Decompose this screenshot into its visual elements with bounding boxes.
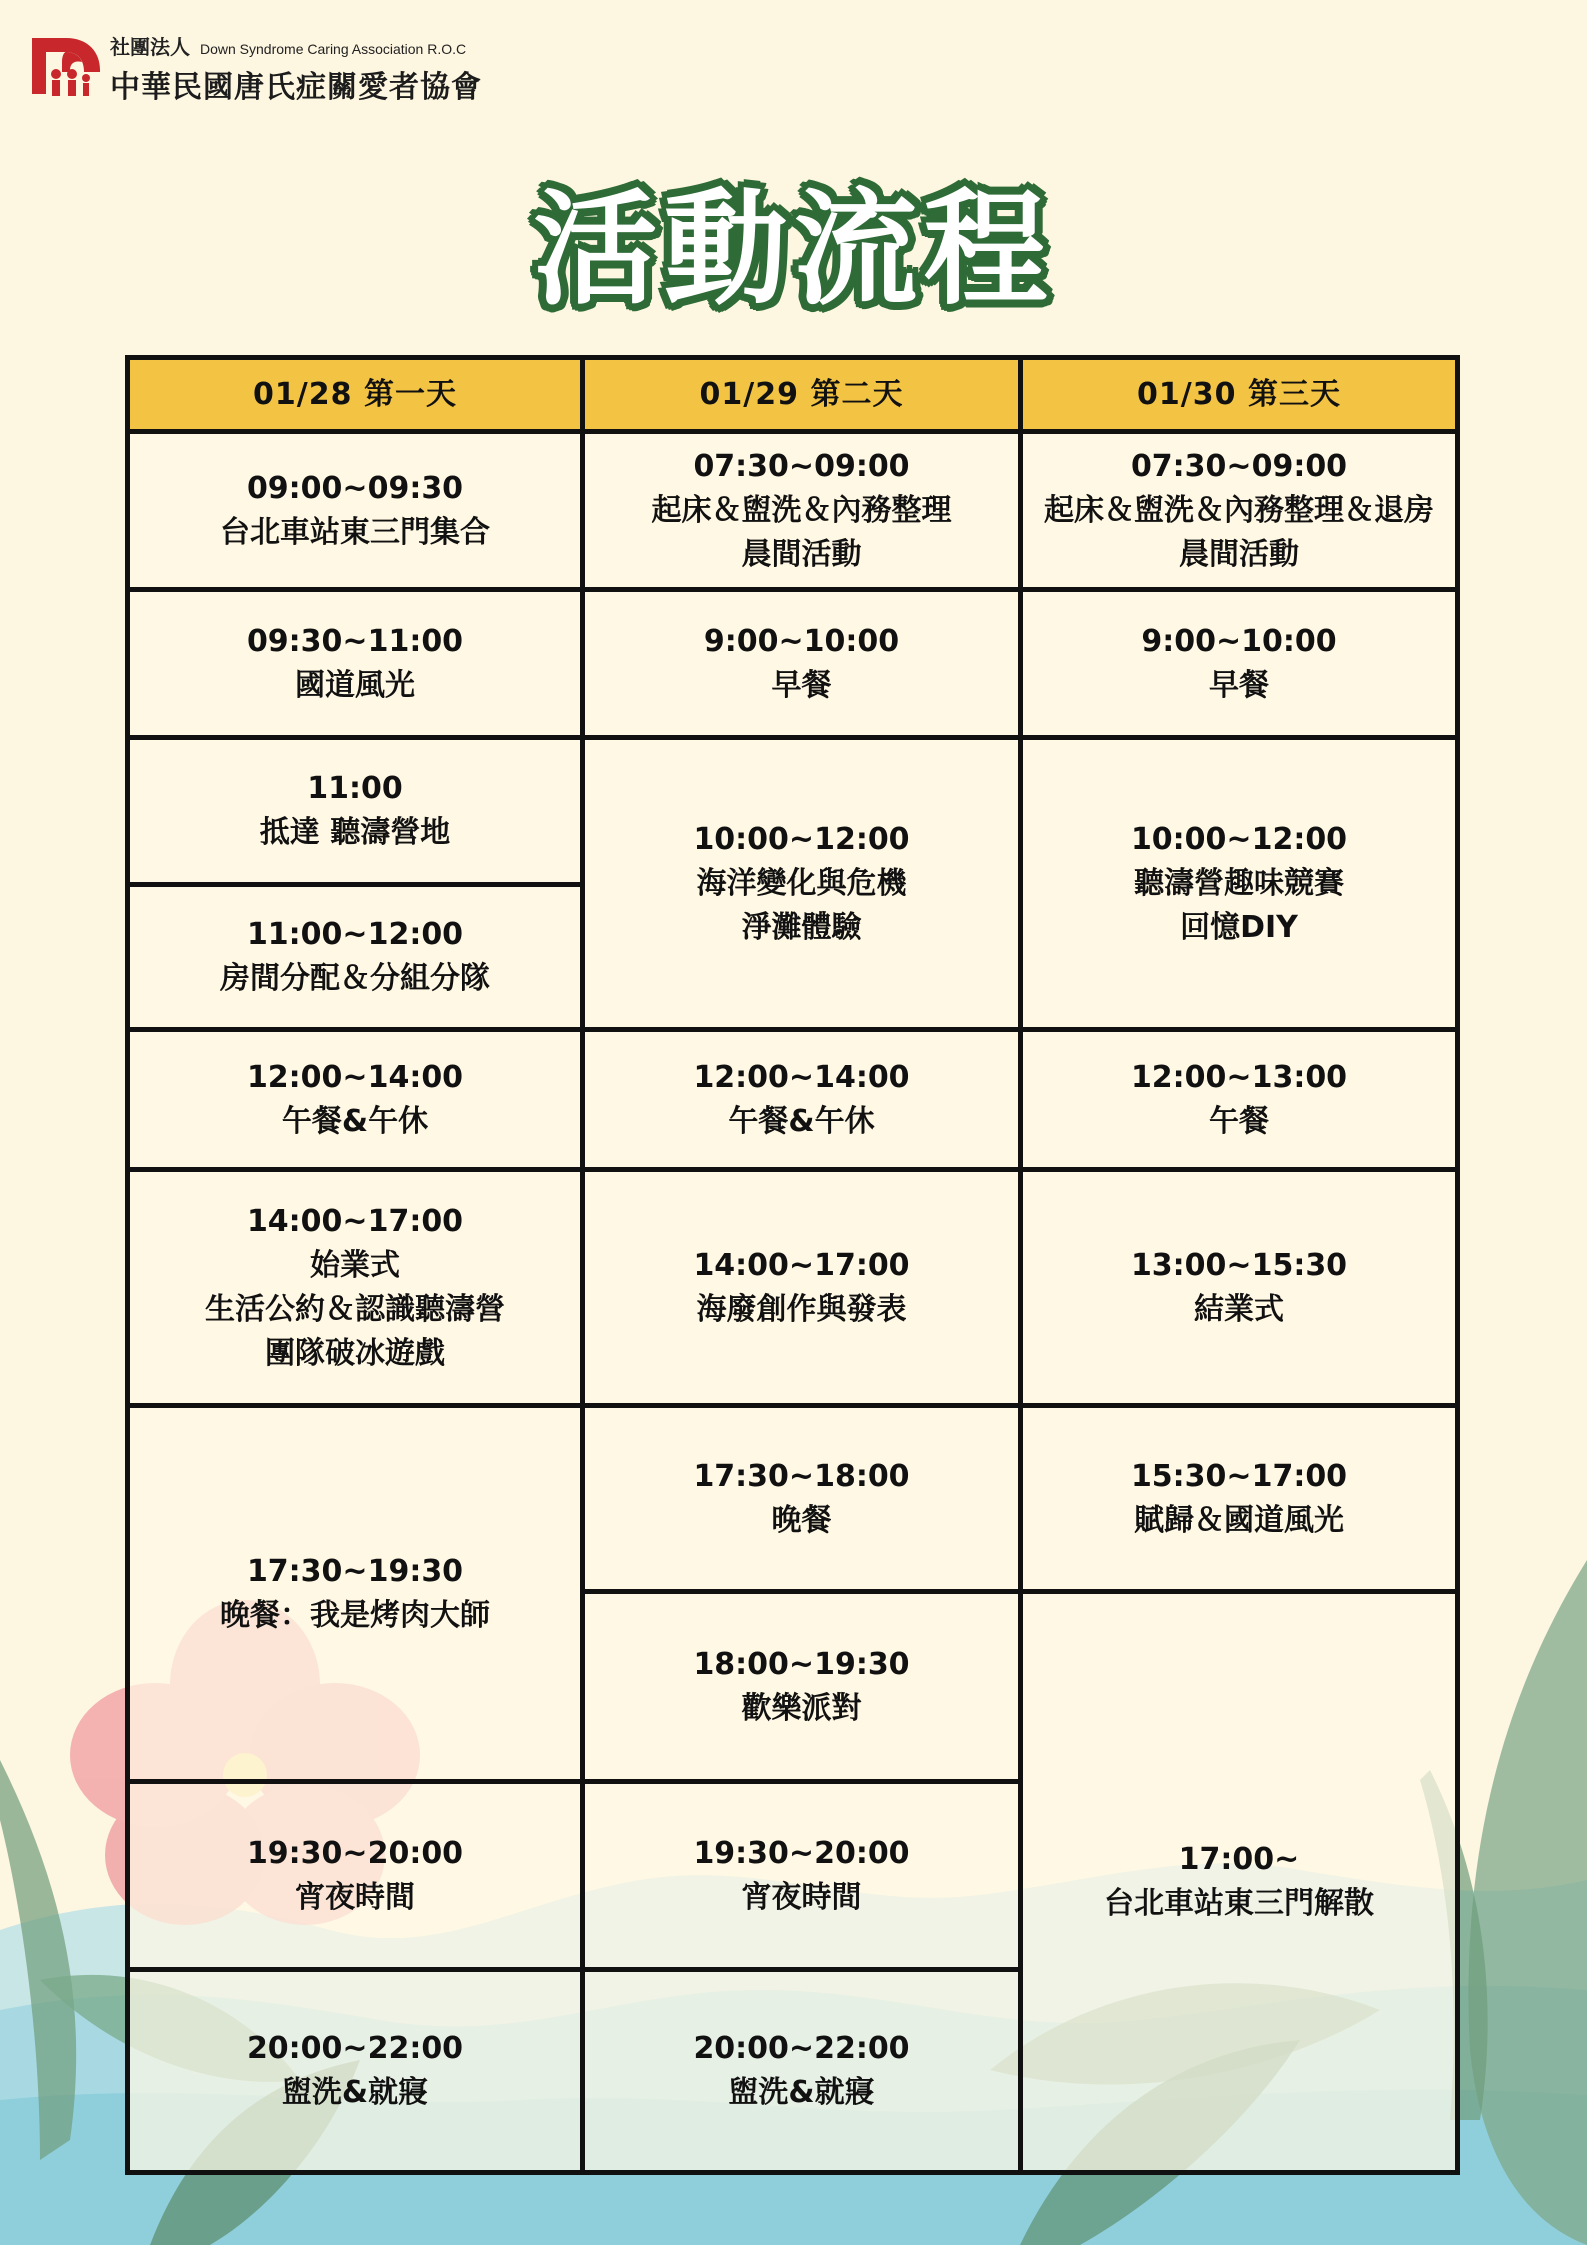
schedule-text: 生活公約＆認識聽濤營 xyxy=(205,1291,505,1327)
schedule-text: 歡樂派對 xyxy=(741,1690,862,1726)
schedule-text: 19:30~20:00 xyxy=(693,1835,910,1871)
schedule-text: 9:00~10:00 xyxy=(1141,623,1337,659)
schedule-text: 晨間活動 xyxy=(741,536,862,572)
schedule-text: 11:00~12:00 xyxy=(246,917,464,952)
schedule-cell xyxy=(580,1967,1023,2175)
schedule-cell xyxy=(125,1967,585,2175)
schedule-text: 早餐 xyxy=(1209,667,1269,703)
schedule-cell xyxy=(580,1167,1023,1408)
schedule-cell xyxy=(125,1403,585,1784)
schedule-cell xyxy=(1018,1167,1460,1408)
schedule-cell xyxy=(580,1027,1023,1172)
heart-family-icon xyxy=(26,30,104,106)
schedule-cell xyxy=(1018,735,1460,1032)
org-name-english: Down Syndrome Caring Association R.O.C xyxy=(200,40,467,57)
schedule-text: 20:00~22:00 xyxy=(693,2031,910,2066)
schedule-text: 18:00~19:30 xyxy=(693,1646,910,1682)
schedule-text: 抵達 聽濤營地 xyxy=(259,815,451,850)
schedule-text: 聽濤營趣味競賽 xyxy=(1134,865,1344,901)
schedule-text: 盥洗&就寢 xyxy=(728,2075,875,2110)
schedule-text: 12:00~14:00 xyxy=(246,1059,464,1095)
schedule-text: 始業式 xyxy=(310,1247,400,1283)
schedule-text: 17:30~18:00 xyxy=(693,1458,910,1494)
day3-header xyxy=(1018,355,1460,434)
schedule-text: 團隊破冰遊戲 xyxy=(265,1335,445,1371)
schedule-text: 07:30~09:00 xyxy=(1130,448,1348,484)
schedule-cell xyxy=(580,1779,1023,1972)
schedule-text: 12:00~13:00 xyxy=(1130,1059,1348,1095)
schedule-text: 起床＆盥洗＆內務整理 xyxy=(651,492,952,528)
schedule-text: 午餐 xyxy=(1209,1103,1269,1139)
schedule-text: 14:00~17:00 xyxy=(246,1203,464,1239)
schedule-cell xyxy=(125,1167,585,1408)
schedule-text: 20:00~22:00 xyxy=(246,2031,464,2066)
schedule-cell xyxy=(125,1779,585,1972)
schedule-text: 晚餐：我是烤肉大師 xyxy=(220,1597,490,1633)
schedule-cell xyxy=(125,1027,585,1172)
schedule-cell xyxy=(580,429,1023,592)
schedule-text: 17:30~19:30 xyxy=(246,1553,464,1589)
organization-logo xyxy=(26,30,482,106)
page-title: 活動流程 xyxy=(533,178,1054,322)
org-name-small: 社團法人 xyxy=(110,34,190,59)
schedule-text: 17:00~ xyxy=(1178,1842,1300,1877)
day-header-label: 01/28 第一天 xyxy=(253,376,457,412)
org-name-full: 中華民國唐氏症關愛者協會 xyxy=(110,69,482,105)
schedule-text: 回憶DIY xyxy=(1180,909,1298,945)
schedule-cell xyxy=(1018,587,1460,740)
schedule-text: 國道風光 xyxy=(295,667,415,703)
schedule-text: 午餐&午休 xyxy=(281,1103,429,1139)
schedule-text: 晨間活動 xyxy=(1179,536,1299,572)
schedule-text: 早餐 xyxy=(771,667,832,703)
schedule-cell xyxy=(580,735,1023,1032)
schedule-text: 15:30~17:00 xyxy=(1130,1458,1348,1494)
schedule-text: 19:30~20:00 xyxy=(246,1835,464,1871)
schedule-cell xyxy=(580,1589,1023,1784)
schedule-text: 淨灘體驗 xyxy=(741,909,862,945)
schedule-cell xyxy=(125,735,585,887)
day2-header xyxy=(580,355,1023,434)
day-header-label: 01/29 第二天 xyxy=(699,376,904,412)
schedule-text: 10:00~12:00 xyxy=(693,821,910,857)
schedule-text: 海廢創作與發表 xyxy=(696,1291,907,1327)
schedule-cell xyxy=(580,1403,1023,1594)
schedule-text: 盥洗&就寢 xyxy=(281,2075,429,2110)
schedule-cell xyxy=(125,429,585,592)
schedule-text: 09:00~09:30 xyxy=(246,470,464,506)
schedule-text: 宵夜時間 xyxy=(741,1879,862,1915)
schedule-cell xyxy=(1018,1027,1460,1172)
schedule-text: 9:00~10:00 xyxy=(703,623,900,659)
schedule-cell xyxy=(580,587,1023,740)
schedule-text: 07:30~09:00 xyxy=(693,448,910,484)
schedule-cell xyxy=(125,587,585,740)
schedule-text: 台北車站東三門解散 xyxy=(1104,1886,1374,1921)
schedule-text: 晚餐 xyxy=(771,1502,832,1538)
day-header-label: 01/30 第三天 xyxy=(1137,376,1341,412)
schedule-text: 11:00 xyxy=(307,771,403,806)
day1-header xyxy=(125,355,585,434)
schedule-text: 宵夜時間 xyxy=(295,1879,415,1915)
schedule-cell xyxy=(1018,429,1460,592)
schedule-text: 結業式 xyxy=(1194,1291,1284,1327)
schedule-text: 13:00~15:30 xyxy=(1130,1247,1348,1283)
schedule-text: 海洋變化與危機 xyxy=(696,865,907,901)
schedule-text: 10:00~12:00 xyxy=(1130,821,1348,857)
schedule-text: 起床＆盥洗＆內務整理＆退房 xyxy=(1044,492,1434,528)
schedule-cell xyxy=(125,882,585,1032)
schedule-table xyxy=(125,355,1460,2175)
schedule-text: 14:00~17:00 xyxy=(693,1247,910,1283)
schedule-text: 午餐&午休 xyxy=(728,1103,875,1139)
schedule-cell xyxy=(1018,1589,1460,2175)
schedule-cell xyxy=(1018,1403,1460,1594)
schedule-text: 房間分配＆分組分隊 xyxy=(220,961,490,996)
schedule-text: 12:00~14:00 xyxy=(693,1059,910,1095)
schedule-text: 賦歸＆國道風光 xyxy=(1134,1502,1344,1538)
schedule-text: 09:30~11:00 xyxy=(246,623,464,659)
schedule-text: 台北車站東三門集合 xyxy=(220,514,490,550)
